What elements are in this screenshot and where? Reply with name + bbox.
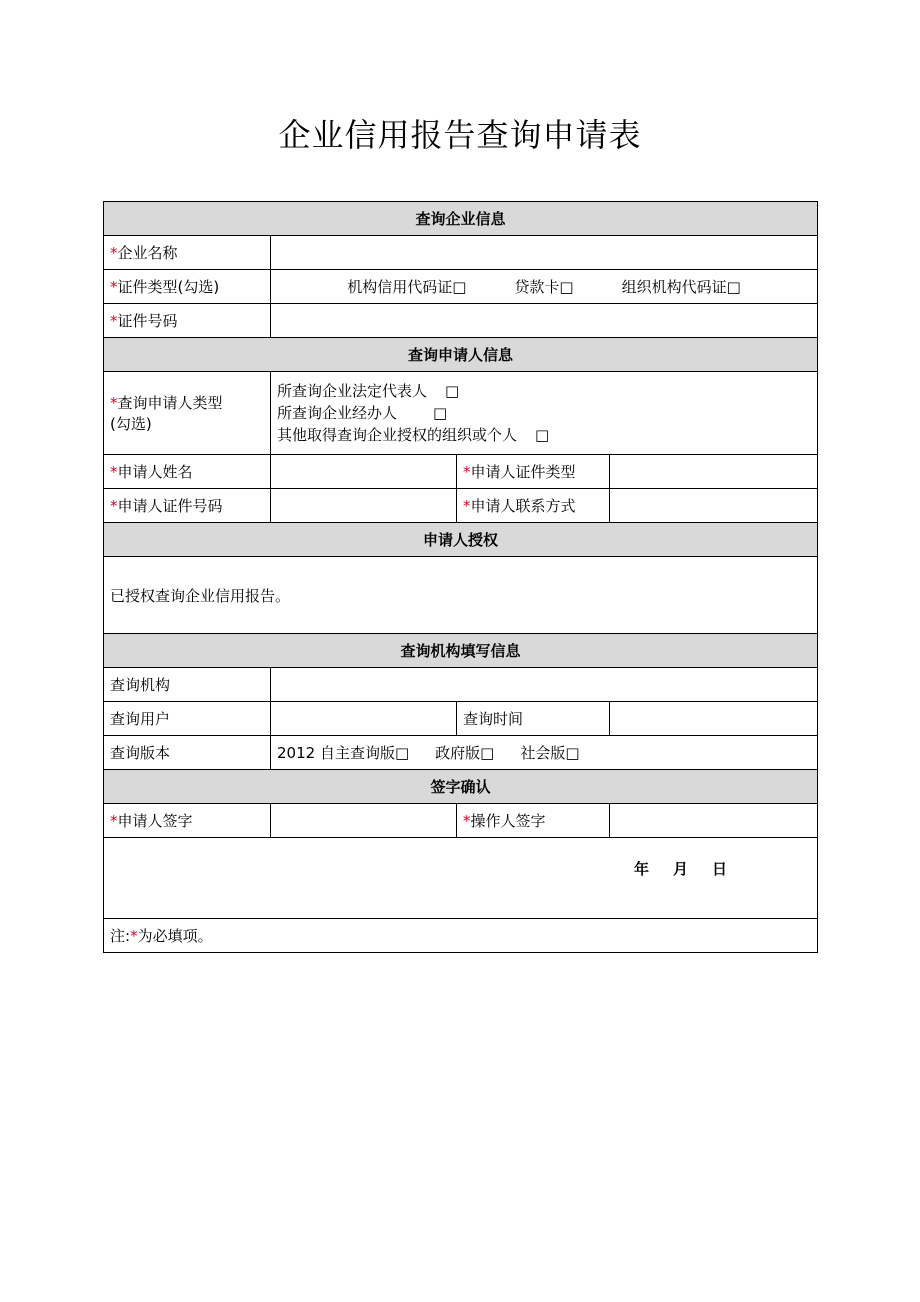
cert-option-credit-code[interactable]: 机构信用代码证□	[347, 278, 467, 296]
required-mark: *	[110, 394, 118, 412]
applicant-name-row	[104, 455, 818, 489]
signature-row	[104, 804, 818, 838]
section-header-signature: 签字确认	[104, 770, 818, 804]
section-header-authorization: 申请人授权	[104, 523, 818, 557]
enterprise-name-field[interactable]	[271, 236, 818, 270]
enterprise-cert-type-options	[271, 270, 818, 304]
cert-option-loan-card[interactable]: 贷款卡□	[514, 278, 574, 296]
checkbox[interactable]: □	[433, 404, 448, 422]
required-mark: *	[463, 812, 471, 830]
institution-org-field[interactable]	[271, 668, 818, 702]
version-option-social[interactable]: 社会版□	[520, 744, 580, 762]
form-title: 企业信用报告查询申请表	[278, 116, 642, 154]
note-row	[104, 919, 818, 953]
institution-user-field[interactable]	[271, 702, 457, 736]
applicant-type-label: *查询申请人类型 (勾选)	[104, 372, 271, 455]
signature-date[interactable]	[104, 838, 818, 919]
institution-time-field[interactable]	[610, 702, 818, 736]
institution-user-label: 查询用户	[104, 702, 271, 736]
required-mark: *	[463, 497, 471, 515]
institution-org-label: 查询机构	[104, 668, 271, 702]
authorization-row	[104, 557, 818, 634]
date-day: 日	[712, 860, 728, 878]
applicant-name-field[interactable]	[271, 455, 457, 489]
version-option-government[interactable]: 政府版□	[435, 744, 495, 762]
required-mark: *	[130, 927, 138, 945]
institution-version-options	[271, 736, 818, 770]
enterprise-cert-number-label: *证件号码	[104, 304, 271, 338]
applicant-cert-number-field[interactable]	[271, 489, 457, 523]
required-mark: *	[110, 244, 118, 262]
applicant-contact-label: *申请人联系方式	[457, 489, 610, 523]
section-header-applicant: 查询申请人信息	[104, 338, 818, 372]
checkbox[interactable]: □	[535, 426, 550, 444]
institution-version-row	[104, 736, 818, 770]
version-option-self[interactable]: 2012 自主查询版□	[277, 744, 410, 762]
required-mark: *	[110, 278, 118, 296]
applicant-signature-label: *申请人签字	[104, 804, 271, 838]
date-month: 月	[672, 860, 688, 878]
applicant-cert-type-label: *申请人证件类型	[457, 455, 610, 489]
required-note: 注:*为必填项。	[104, 919, 818, 953]
section-applicant-row	[104, 338, 818, 372]
enterprise-cert-number-row	[104, 304, 818, 338]
authorization-text: 已授权查询企业信用报告。	[104, 557, 818, 634]
date-row	[104, 838, 818, 919]
checkbox[interactable]: □	[445, 382, 460, 400]
institution-user-row	[104, 702, 818, 736]
institution-org-row	[104, 668, 818, 702]
applicant-cert-type-field[interactable]	[610, 455, 818, 489]
applicant-cert-number-row	[104, 489, 818, 523]
enterprise-name-label: *企业名称	[104, 236, 271, 270]
enterprise-cert-type-row	[104, 270, 818, 304]
applicant-signature-field[interactable]	[271, 804, 457, 838]
operator-signature-label: *操作人签字	[457, 804, 610, 838]
enterprise-cert-number-field[interactable]	[271, 304, 818, 338]
section-signature-row	[104, 770, 818, 804]
required-mark: *	[110, 312, 118, 330]
enterprise-name-row	[104, 236, 818, 270]
required-mark: *	[110, 463, 118, 481]
section-authorization-row	[104, 523, 818, 557]
applicant-type-option-agent[interactable]: 所查询企业经办人 □	[277, 404, 448, 422]
application-form-table	[103, 201, 818, 953]
section-header-institution: 查询机构填写信息	[104, 634, 818, 668]
operator-signature-field[interactable]	[610, 804, 818, 838]
applicant-type-option-authorized[interactable]: 其他取得查询企业授权的组织或个人 □	[277, 426, 550, 444]
date-year: 年	[633, 860, 649, 878]
required-mark: *	[110, 812, 118, 830]
section-header-enterprise: 查询企业信息	[104, 202, 818, 236]
required-mark: *	[463, 463, 471, 481]
required-mark: *	[110, 497, 118, 515]
enterprise-cert-type-label: *证件类型(勾选)	[104, 270, 271, 304]
institution-time-label: 查询时间	[457, 702, 610, 736]
applicant-type-option-legal-rep[interactable]: 所查询企业法定代表人 □	[277, 382, 460, 400]
institution-version-label: 查询版本	[104, 736, 271, 770]
section-enterprise-row	[104, 202, 818, 236]
applicant-type-options	[271, 372, 818, 455]
section-institution-row	[104, 634, 818, 668]
applicant-type-row	[104, 372, 818, 455]
cert-option-org-code[interactable]: 组织机构代码证□	[621, 278, 741, 296]
applicant-cert-number-label: *申请人证件号码	[104, 489, 271, 523]
applicant-name-label: *申请人姓名	[104, 455, 271, 489]
applicant-contact-field[interactable]	[610, 489, 818, 523]
